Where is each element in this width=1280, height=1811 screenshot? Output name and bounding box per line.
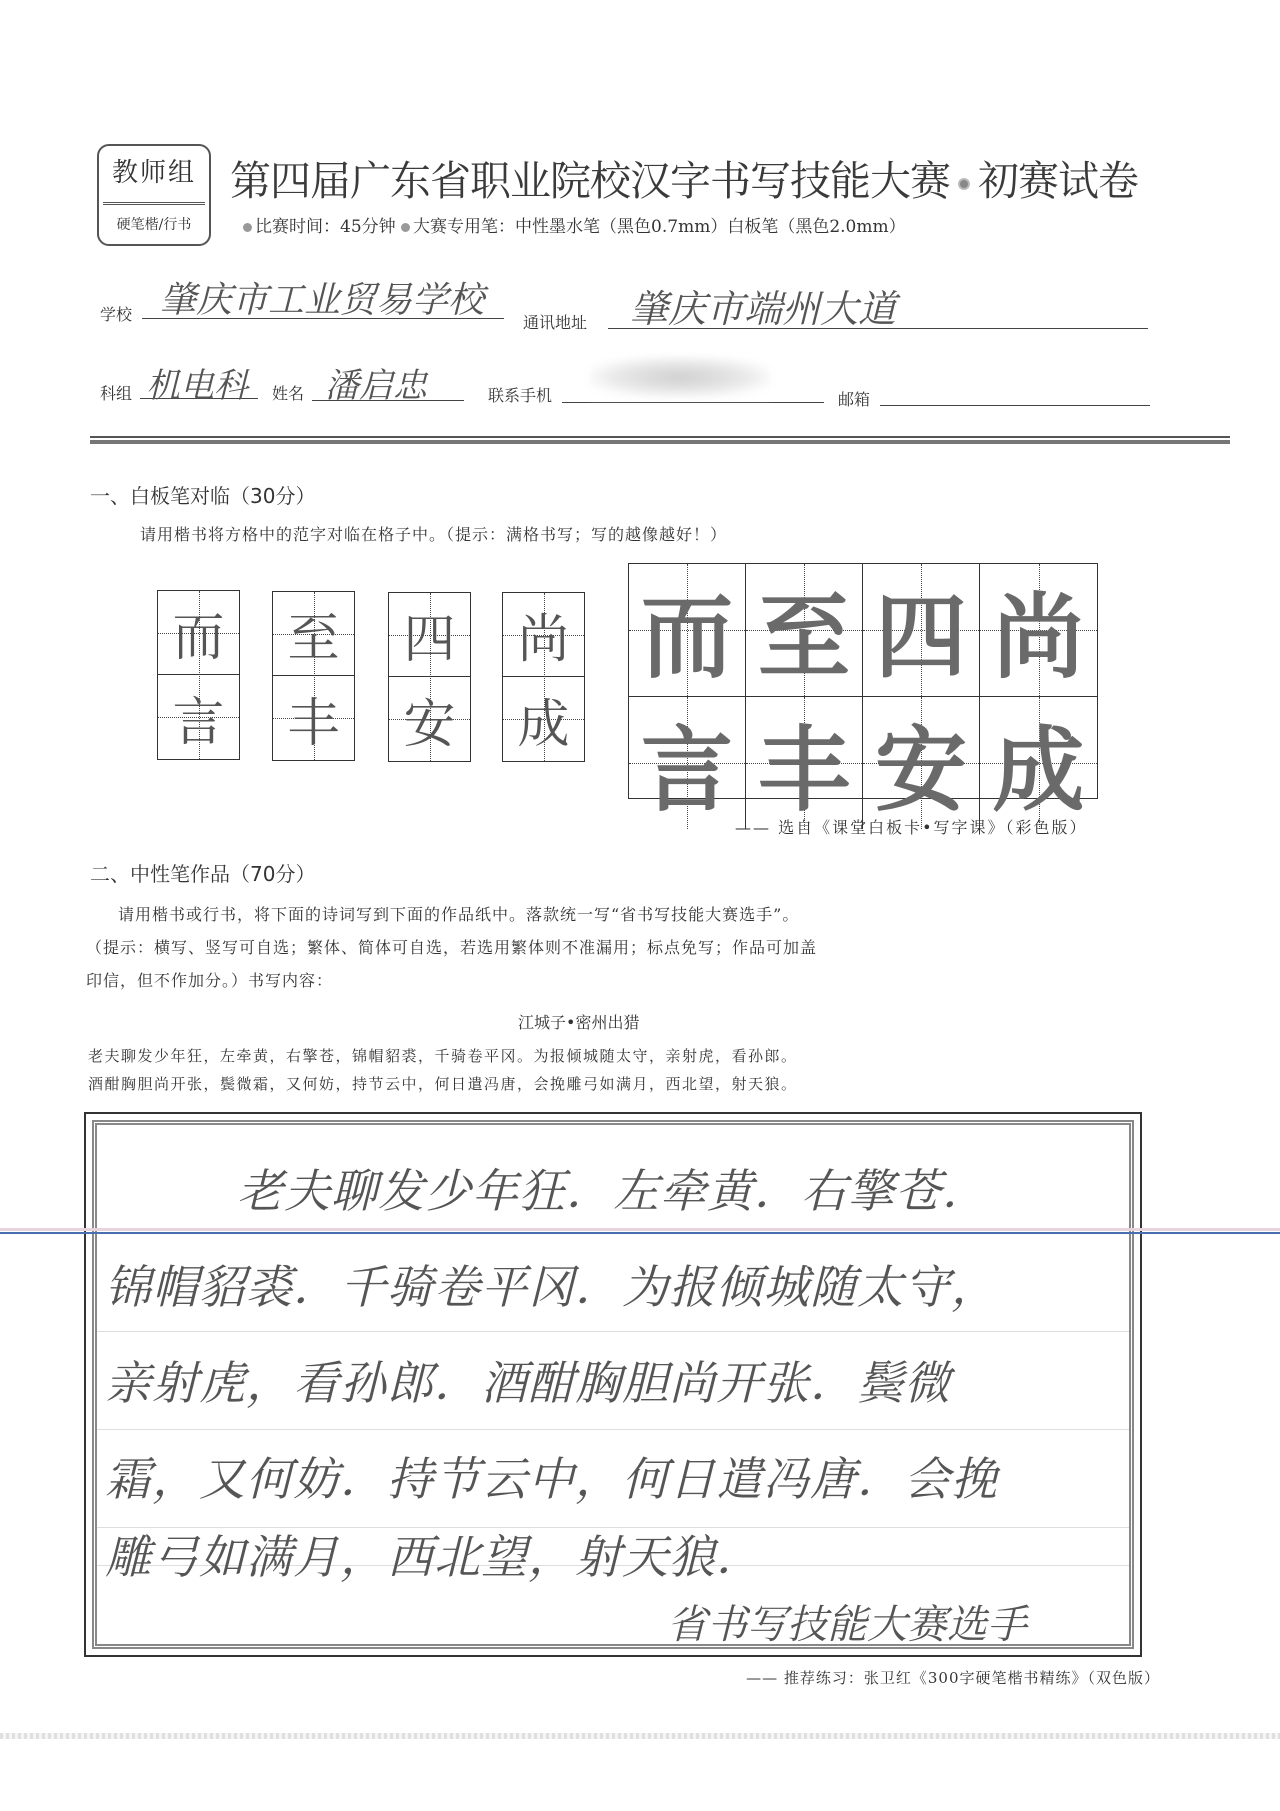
model-char-grid (628, 563, 1098, 824)
badge-divider (103, 202, 205, 205)
exam-time: 比赛时间：45分钟 (255, 217, 396, 237)
badge-group-label: 教师组 (111, 158, 196, 188)
signature: 省书写技能大赛选手 (667, 1602, 1027, 1648)
poem-title: 江城子•密州出猎 (518, 1013, 640, 1032)
name-value: 潘启忠 (325, 366, 427, 406)
work-line-4: 霜，又何妨．持节云中，何日遣冯唐．会挽 (105, 1452, 998, 1506)
section2-instruction-2: （提示：横写、竖写可自选；繁体、简体可自选，若选用繁体则不准漏用；标点免写；作品可加盖 (86, 938, 818, 957)
group-badge (97, 144, 211, 246)
copy-grid-2[interactable] (272, 591, 355, 761)
email-field[interactable] (880, 405, 1150, 406)
phone-label: 联系手机 (488, 386, 553, 405)
copy-char: 言 (172, 692, 225, 753)
copy-char: 丰 (287, 693, 340, 754)
poem-line-2: 酒酣胸胆尚开张，鬓微霜，又何妨，持节云中，何日遣冯唐，会挽雕弓如满月，西北望，射天狼。 (88, 1075, 798, 1093)
copy-grid-4[interactable] (502, 592, 585, 762)
section1-heading: 一、白板笔对临（30分） (90, 484, 316, 508)
name-label: 姓名 (272, 384, 305, 403)
email-label: 邮箱 (838, 390, 871, 409)
copy-char: 安 (403, 694, 456, 755)
redacted-phone (590, 357, 770, 397)
model-char: 而 (629, 564, 746, 697)
address-value: 肇庆市端州大道 (630, 287, 897, 331)
model-char: 言 (629, 697, 746, 829)
copy-grid-1[interactable] (157, 590, 240, 760)
model-char: 尚 (980, 564, 1097, 697)
section1-source: —— 选自《课堂白板卡•写字课》（彩色版） (735, 818, 1088, 837)
dept-label: 科组 (100, 384, 133, 403)
copy-char: 四 (389, 593, 470, 677)
copy-char: 而 (158, 591, 239, 675)
title-main: 第四届广东省职业院校汉字书写技能大赛 (230, 157, 950, 205)
title-sub: 初赛试卷 (978, 157, 1138, 205)
model-char: 四 (863, 564, 980, 697)
copy-char: 至 (273, 592, 354, 676)
section2-heading: 二、中性笔作品（70分） (90, 862, 316, 886)
work-paper[interactable] (84, 1112, 1142, 1657)
copy-char: 尚 (503, 593, 584, 677)
scan-noise (0, 1733, 1280, 1739)
work-line-1: 老夫聊发少年狂．左牵黄．右擎苍． (237, 1164, 989, 1218)
badge-category-label: 硬笔楷/行书 (116, 217, 192, 233)
work-line-3: 亲射虎，看孙郎．酒酣胸胆尚开张．鬓微 (105, 1356, 951, 1410)
work-paper-border (92, 1120, 1134, 1649)
header-divider (90, 436, 1230, 444)
model-char: 丰 (746, 697, 863, 829)
model-char: 安 (863, 697, 980, 829)
section1-instruction: 请用楷书将方格中的范字对临在格子中。（提示：满格书写；写的越像越好！） (140, 525, 728, 544)
page-title (230, 148, 1138, 207)
ruled-line (97, 1429, 1129, 1430)
model-char: 成 (980, 697, 1097, 829)
scan-artifact-line (0, 1228, 1280, 1231)
exam-pens: 大赛专用笔：中性墨水笔（黑色0.7mm）白板笔（黑色2.0mm） (413, 217, 906, 237)
bullet-icon (401, 223, 410, 232)
work-line-5: 雕弓如满月，西北望，射天狼． (105, 1530, 763, 1584)
exam-info (243, 212, 906, 237)
recommend-note: —— 推荐练习：张卫红《300字硬笔楷书精练》（双色版） (746, 1669, 1160, 1687)
copy-char: 成 (517, 694, 570, 755)
title-bullet-icon (958, 178, 970, 190)
bullet-icon (243, 223, 252, 232)
section2-instruction-3: 印信，但不作加分。）书写内容： (86, 971, 334, 990)
model-char: 至 (746, 564, 863, 697)
section2-instruction-1: 请用楷书或行书，将下面的诗词写到下面的作品纸中。落款统一写“省书写技能大赛选手”。 (118, 905, 800, 924)
school-label: 学校 (100, 305, 133, 324)
copy-grid-3[interactable] (388, 592, 471, 762)
phone-field[interactable] (562, 402, 824, 403)
ruled-line (97, 1331, 1129, 1332)
dept-value: 机电科 (146, 366, 248, 406)
poem-line-1: 老夫聊发少年狂，左牵黄，右擎苍，锦帽貂裘，千骑卷平冈。为报倾城随太守，亲射虎，看孙郎。 (88, 1047, 798, 1065)
work-line-2: 锦帽貂裘．千骑卷平冈．为报倾城随太守， (105, 1260, 998, 1314)
school-value: 肇庆市工业贸易学校 (160, 280, 485, 321)
scan-artifact-line (0, 1232, 1280, 1234)
address-label: 通讯地址 (523, 313, 588, 332)
